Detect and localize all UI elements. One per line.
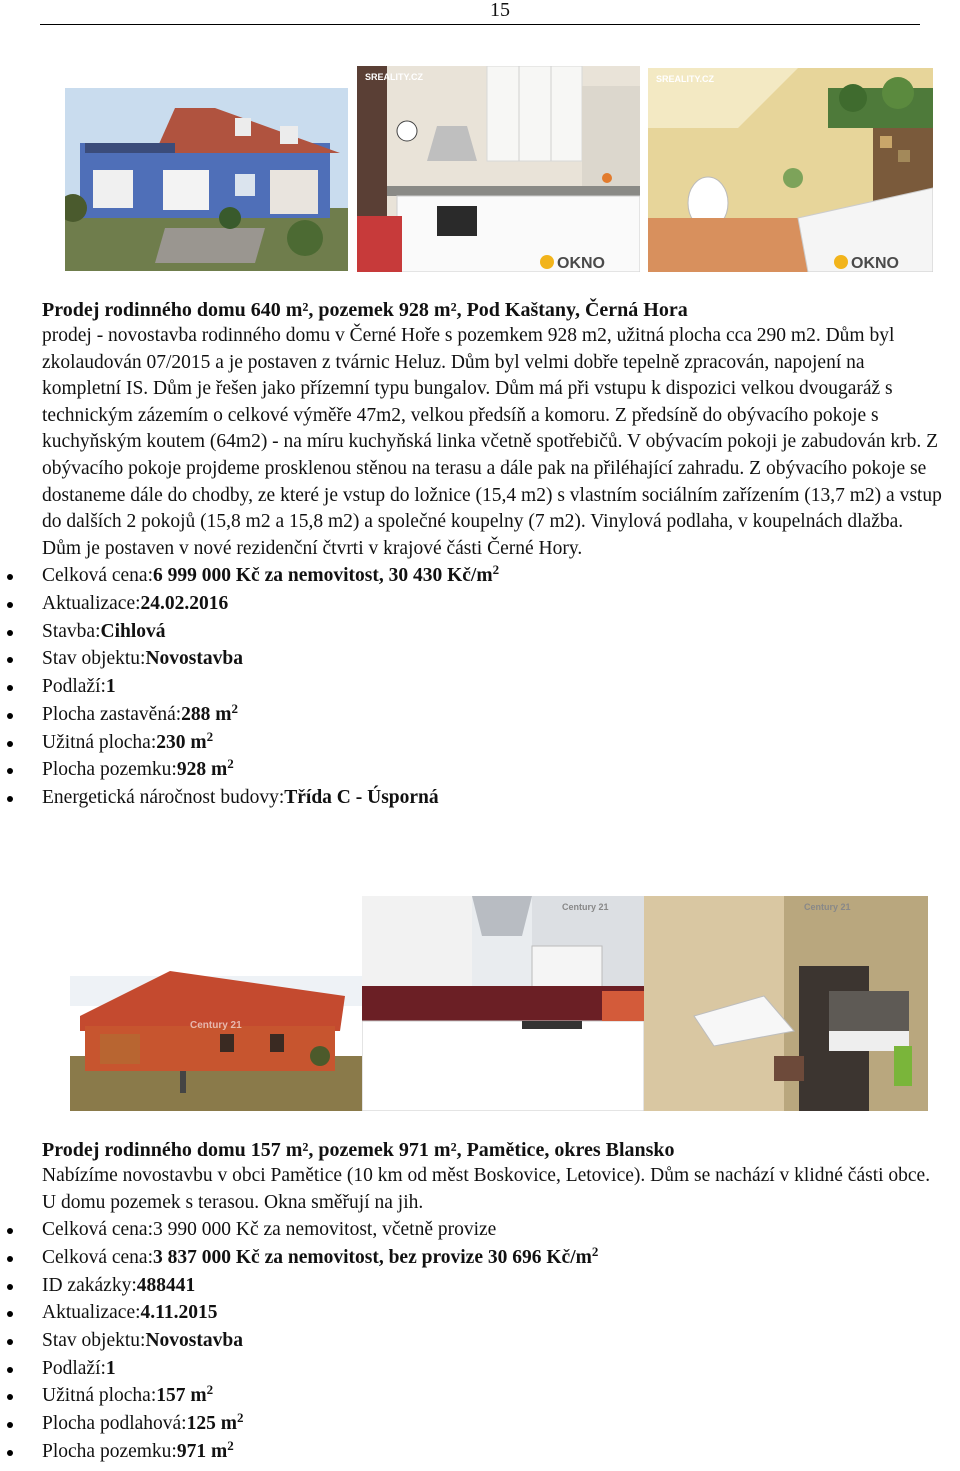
fact-energy-class: Energetická náročnost budovy:Třída C - Úsporná <box>42 784 942 812</box>
fact-usable-area: Užitná plocha:230 $m^2$ <box>42 729 942 757</box>
fact-floors: Podlaží:1 <box>42 1355 942 1383</box>
fact-order-id: ID zakázky:488441 <box>42 1272 942 1300</box>
svg-text:OKNO: OKNO <box>557 255 605 272</box>
listing-description: prodej - novostavba rodinného domu v Černé Hoře s pozemkem 928 m2, užitná plocha cca 290 m2. Dům byl zkolaudován 07/2015 a je postaven z tvárnic Heluz. Dům byl velmi dobře tepelně zpracován, napojení na kompletní IS. Dům je řešen jako přízemní typu bungalov. Dům má při vstupu k dispozici velkou dvougaráž s technickým zázemím o celkové výměře 47m2, velkou předsíň a komoru. Z předsíně do obývacího pokoje s kuchyňským koutem (64m2) - na míru kuchyňská linka včetně spotřebičů. V obývacím pokoji je zabudován krb. Z obývacího pokoje projdeme prosklenou stěnou na terasu a dále pak na přiléhající zahradu. Z obývacího pokoje se dostaneme dále do chodby, ze které je vstup do ložnice (15,4 m2) s vlastním sociálním zařízením (13,7 m2) a vstup do dalších 2 pokojů (15,8 m2 a 15,8 m2) a společné koupelny (7 m2). Vinylová podlaha, v koupelnách dlažba. Dům je postaven v nové rezidenční čtvrti v krajové části Černé Hory. <box>42 325 942 559</box>
kitchen-photo <box>357 66 640 272</box>
header-rule <box>40 24 920 25</box>
page-number: 15 <box>490 0 510 21</box>
fact-plot-area: Plocha pozemku:971 $m^2$ <box>42 1438 942 1466</box>
fact-usable-area: Užitná plocha:157 $m^2$ <box>42 1382 942 1410</box>
fact-total-price-excl-commission: Celková cena:3 837 000 Kč za nemovitost, bez provize 30 696 $Kč/m^2$ <box>42 1244 942 1272</box>
fact-built-area: Plocha zastavěná:288 $m^2$ <box>42 701 942 729</box>
fact-plot-area: Plocha pozemku:928 $m^2$ <box>42 756 942 784</box>
svg-text:SREALITY.CZ: SREALITY.CZ <box>656 74 715 84</box>
fact-total-price: Celková cena:6 999 000 Kč za nemovitost, 30 430 $Kč/m^2$ <box>42 562 942 590</box>
facts-list <box>42 1216 942 1465</box>
house-photo <box>65 88 348 271</box>
fact-floors: Podlaží:1 <box>42 673 942 701</box>
facts-list <box>42 562 942 811</box>
listing-description: Nabízíme novostavbu v obci Pamětice (10 km od měst Boskovice, Letovice). Dům se nachází v klidné části obce. U domu pozemek s terasou. Okna směřují na jih. <box>42 1165 931 1213</box>
listing-title: Prodej rodinného domu 640 m², pozemek 928 m², Pod Kaštany, Černá Hora <box>42 299 688 321</box>
listing-1 <box>42 297 942 812</box>
fact-total-price-incl-commission: Celková cena:3 990 000 Kč za nemovitost, včetně provize <box>42 1216 942 1244</box>
listing-2 <box>42 1137 942 1466</box>
svg-text:OKNO: OKNO <box>851 255 899 272</box>
listing-title: Prodej rodinného domu 157 m², pozemek 971 m², Pamětice, okres Blansko <box>42 1139 675 1161</box>
fact-updated: Aktualizace:24.02.2016 <box>42 590 942 618</box>
fact-condition: Stav objektu:Novostavba <box>42 645 942 673</box>
house-photo <box>70 936 362 1111</box>
svg-text:SREALITY.CZ: SREALITY.CZ <box>365 72 424 82</box>
fact-construction: Stavba:Cihlová <box>42 618 942 646</box>
svg-text:Century 21: Century 21 <box>562 902 609 912</box>
bathroom-photo <box>648 68 933 272</box>
kitchen-photo <box>362 896 644 1111</box>
bathroom-photo <box>644 896 928 1111</box>
svg-text:Century 21: Century 21 <box>804 902 851 912</box>
fact-floor-area: Plocha podlahová:125 $m^2$ <box>42 1410 942 1438</box>
fact-condition: Stav objektu:Novostavba <box>42 1327 942 1355</box>
fact-updated: Aktualizace:4.11.2015 <box>42 1299 942 1327</box>
svg-text:Century 21: Century 21 <box>190 1020 242 1031</box>
